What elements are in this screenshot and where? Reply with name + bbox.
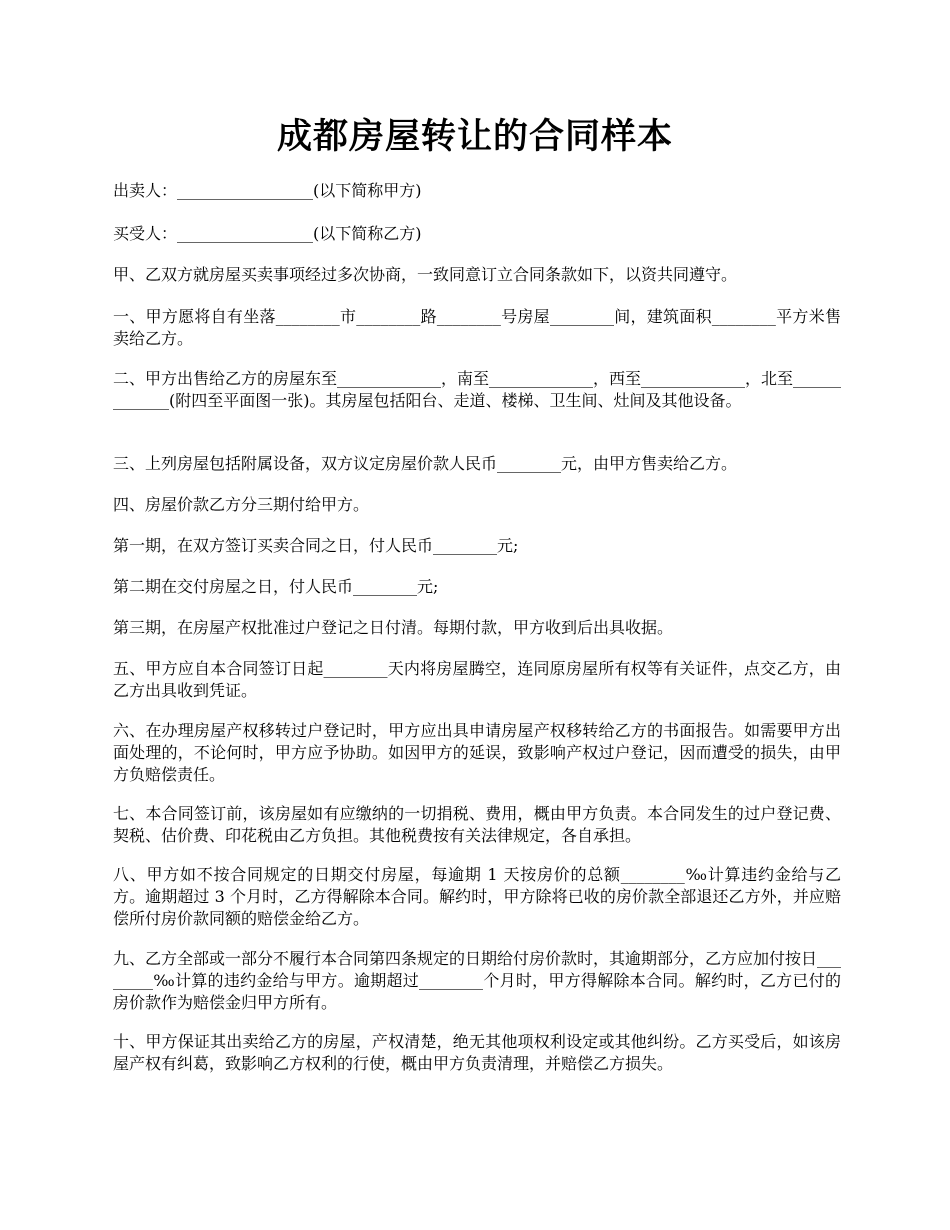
clause-2: 二、甲方出售给乙方的房屋东至_____________，南至_____________，西至_____________，北至_____________(附四至平面图一张)。其房屋包括阳台、走道、楼梯、卫生间、灶间及其他设备。 xyxy=(113,369,842,410)
payment-phase-3: 第三期，在房屋产权批准过户登记之日付清。每期付款，甲方收到后出具收据。 xyxy=(113,618,674,637)
clause-10: 十、甲方保证其出卖给乙方的房屋，产权清楚，绝无其他项权利设定或其他纠纷。乙方买受后，如该房屋产权有纠葛，致影响乙方权利的行使，概由甲方负责清理，并赔偿乙方损失。 xyxy=(113,1032,841,1073)
intro-paragraph: 甲、乙双方就房屋买卖事项经过多次协商，一致同意订立合同条款如下，以资共同遵守。 xyxy=(113,265,738,284)
document-title: 成都房屋转让的合同样本 xyxy=(276,116,673,157)
clause-1: 一、甲方愿将自有坐落________市________路________号房屋________间，建筑面积________平方米售卖给乙方。 xyxy=(113,307,841,348)
clause-4: 四、房屋价款乙方分三期付给甲方。 xyxy=(113,495,370,514)
clause-7: 七、本合同签订前，该房屋如有应缴纳的一切捐税、费用，概由甲方负责。本合同发生的过户登记费、契税、估价费、印花税由乙方负担。其他税费按有关法律规定，各自承担。 xyxy=(113,804,841,845)
payment-phase-1: 第一期，在双方签订买卖合同之日，付人民币________元; xyxy=(113,536,519,555)
clause-6: 六、在办理房屋产权移转过户登记时，甲方应出具申请房屋产权移转给乙方的书面报告。如需要甲方出面处理的，不论何时，甲方应予协助。如因甲方的延误，致影响产权过户登记，因而遭受的损失，由甲方负赔偿责任。 xyxy=(113,721,841,784)
clause-3: 三、上列房屋包括附属设备，双方议定房屋价款人民币________元，由甲方售卖给乙方。 xyxy=(113,454,738,473)
clause-5: 五、甲方应自本合同签订日起________天内将房屋腾空，连同原房屋所有权等有关证件，点交乙方，由乙方出具收到凭证。 xyxy=(113,659,841,700)
buyer-line: 买受人：_________________(以下简称乙方) xyxy=(113,224,422,243)
payment-phase-2: 第二期在交付房屋之日，付人民币________元; xyxy=(113,577,439,596)
clause-9: 九、乙方全部或一部分不履行本合同第四条规定的日期给付房价款时，其逾期部分，乙方应加付按日________‰计算的违约金给与甲方。逾期超过________个月时，甲方得解除本合同。解约时，乙方已付的房价款作为赔偿金归甲方所有。 xyxy=(113,949,842,1012)
seller-line: 出卖人：_________________(以下简称甲方) xyxy=(113,181,422,200)
clause-8: 八、甲方如不按合同规定的日期交付房屋，每逾期 1 天按房价的总额________‰计算违约金给与乙方。逾期超过 3 个月时，乙方得解除本合同。解约时，甲方除将已收的房价款全部退还乙方外，并应赔偿所付房价款同额的赔偿金给乙方。 xyxy=(113,865,841,928)
